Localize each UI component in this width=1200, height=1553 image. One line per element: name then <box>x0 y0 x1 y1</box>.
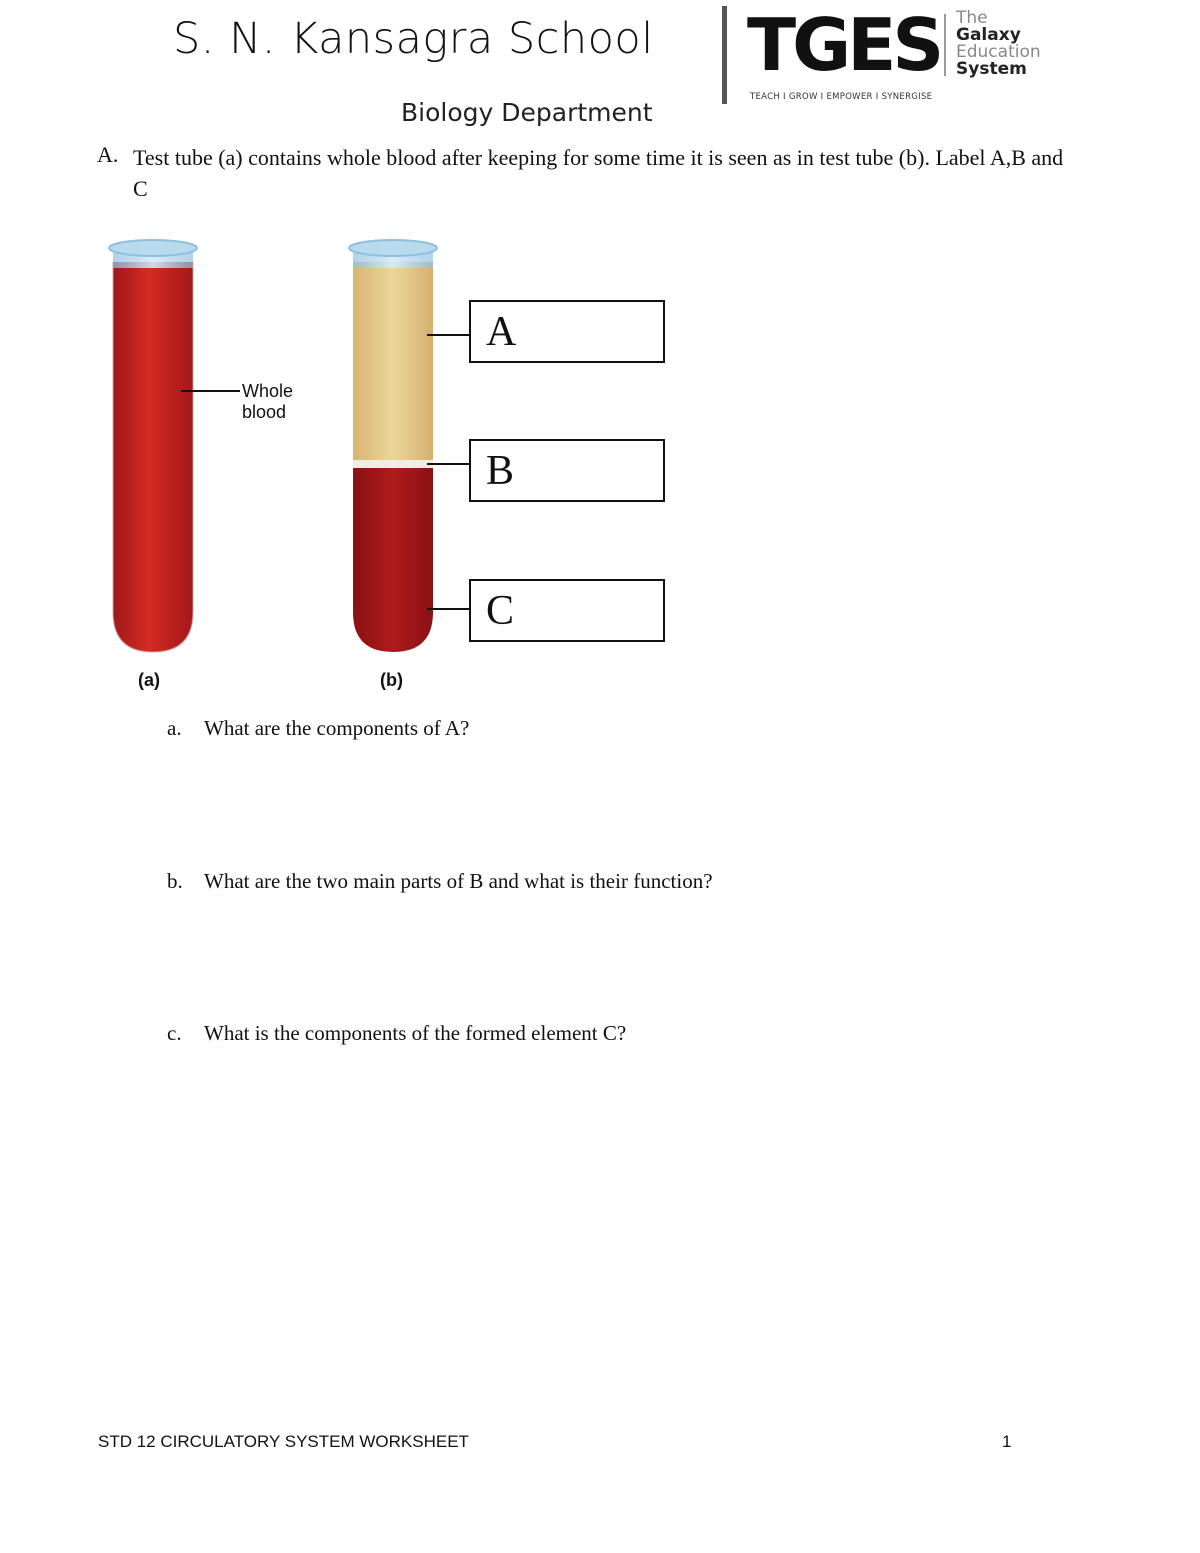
whole-blood-label-line2: blood <box>242 402 287 422</box>
logo-text <box>956 10 1041 78</box>
tges-logo-mark: TGES <box>747 3 941 87</box>
sub-question-a-text: What are the components of A? <box>204 716 470 740</box>
question-number: A. <box>97 142 119 167</box>
tube-b-caption: (b) <box>380 670 403 690</box>
sub-question-c-letter: c. <box>167 1021 182 1045</box>
plasma-layer <box>353 262 433 460</box>
question-text: Test tube (a) contains whole blood after keeping for some time it is seen as in test tube (b). Label A,B and C <box>133 145 1064 201</box>
logo-line-system: System <box>956 59 1027 79</box>
whole-blood-label-line1: Whole <box>242 381 294 401</box>
label-box-c-text: C <box>486 588 515 634</box>
logo-tagline: TEACH I GROW I EMPOWER I SYNERGISE <box>750 92 933 102</box>
logo-line-the: The <box>956 8 988 28</box>
department-title: Biology Department <box>401 98 653 127</box>
buffy-coat-layer <box>353 460 433 468</box>
logo-line-education: Education <box>956 42 1041 62</box>
label-box-b[interactable] <box>469 439 665 502</box>
sub-question-c-text: What is the components of the formed element C? <box>204 1021 627 1045</box>
logo-divider <box>944 14 946 76</box>
logo-separator <box>722 6 727 104</box>
sub-question-b-letter: b. <box>167 869 183 893</box>
page-number: 1 <box>1002 1432 1012 1451</box>
tube-b-rim <box>349 240 437 256</box>
label-box-b-text: B <box>486 448 515 494</box>
label-box-a[interactable] <box>469 300 665 363</box>
logo-line-galaxy: Galaxy <box>956 25 1021 45</box>
sub-question-b-text: What are the two main parts of B and what is their function? <box>204 869 713 893</box>
red-cell-layer <box>353 468 433 652</box>
tube-a-caption: (a) <box>138 670 160 690</box>
label-box-a-text: A <box>486 309 517 355</box>
whole-blood-fill <box>113 262 193 652</box>
sub-question-a-letter: a. <box>167 716 182 740</box>
whole-blood-label <box>242 381 293 423</box>
test-tube-a <box>109 240 197 652</box>
school-name: S. N. Kansagra School <box>173 14 654 64</box>
label-box-c[interactable] <box>469 579 665 642</box>
test-tube-b <box>349 240 437 652</box>
tube-a-rim <box>109 240 197 256</box>
footer-title: STD 12 CIRCULATORY SYSTEM WORKSHEET <box>98 1432 469 1451</box>
